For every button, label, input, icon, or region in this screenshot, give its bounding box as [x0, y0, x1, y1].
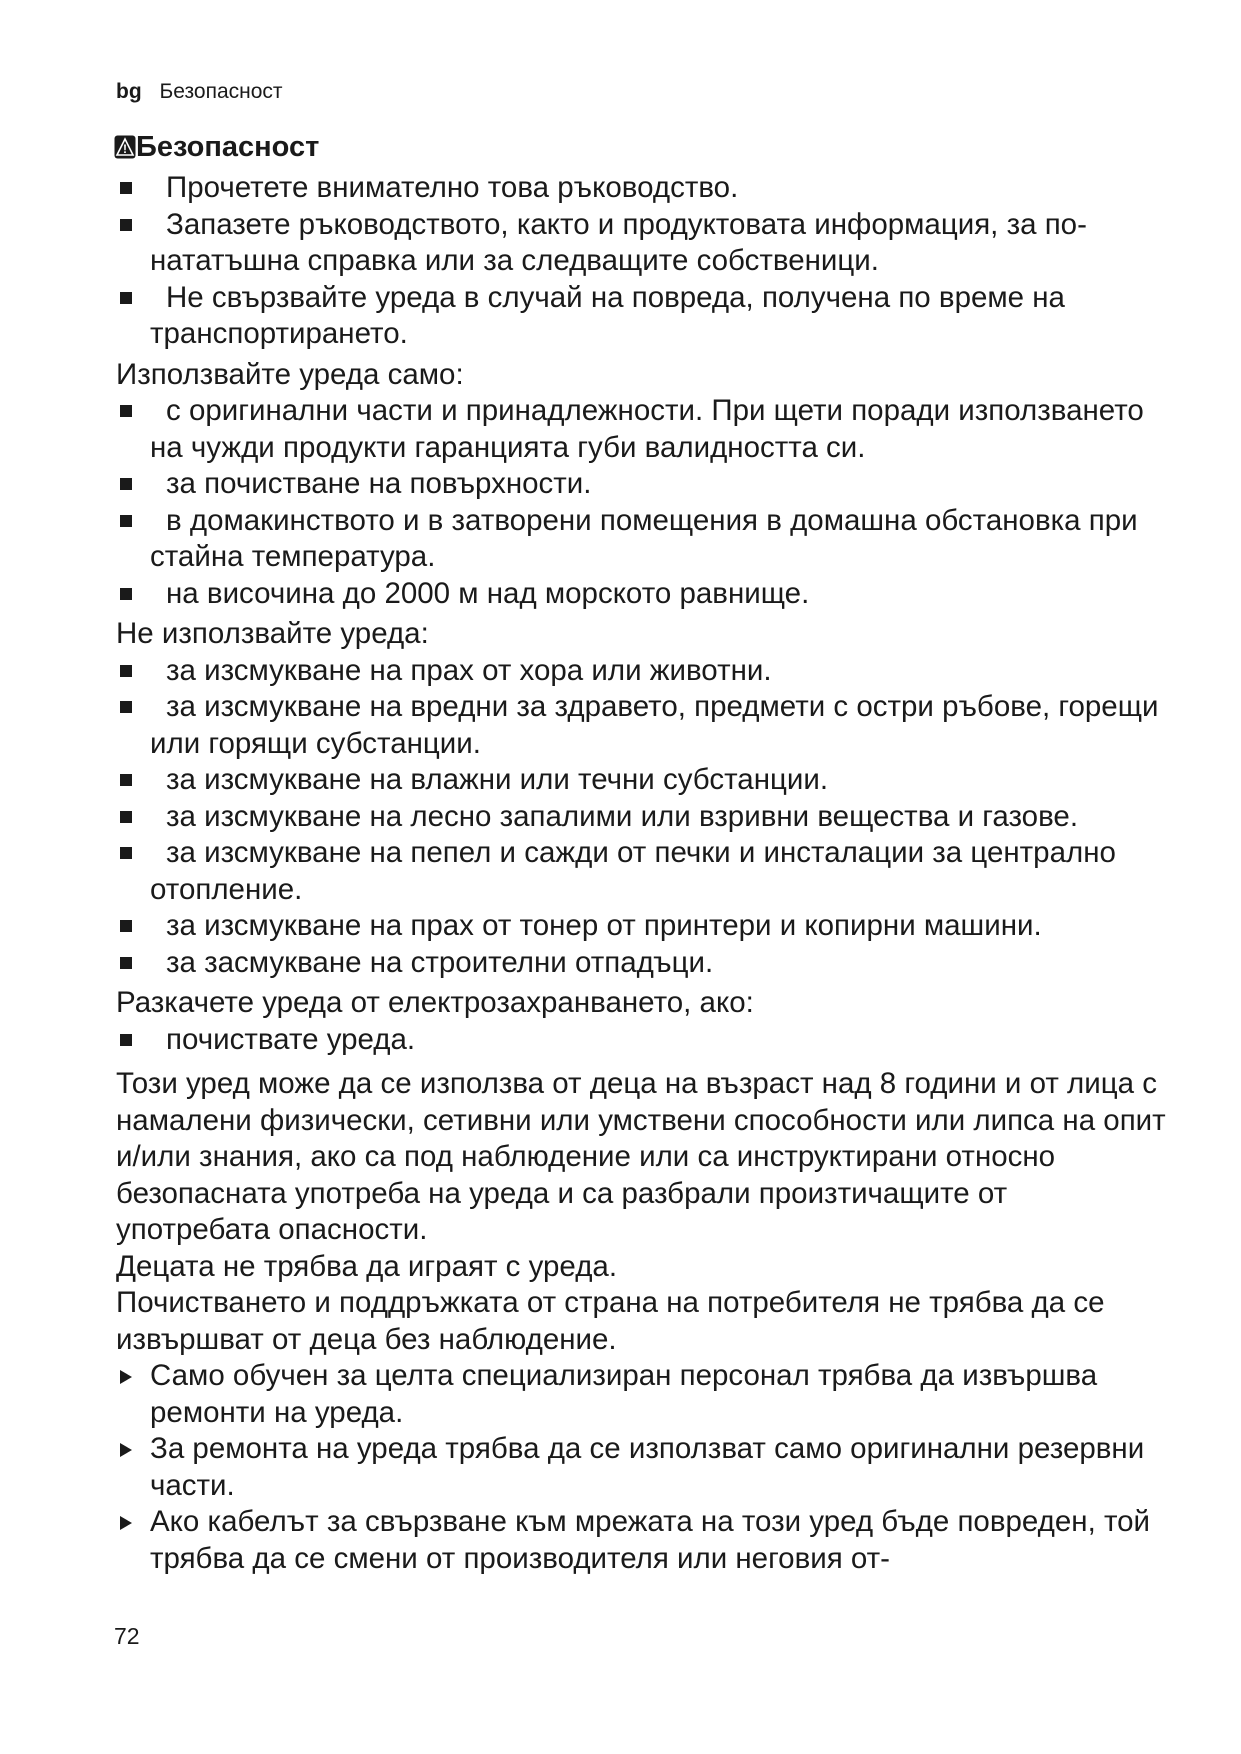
- cleaning-text: Почистването и поддръжката от страна на потребителя не трябва да се извършват от деца без наблюдение.: [116, 1286, 1105, 1356]
- list-item: в домакинството и в затворени помещения в домашна обстановка при стайна температура.: [116, 503, 1166, 576]
- children-paragraph: Този уред може да се използва от деца на възраст над 8 години и от лица с намалени физически, сетивни или умствени способности или липса на опит и/или знания, ако са под наблюдение или са инструктирани относно безопасната употреба на уреда и са разбрали произтичащите от употребата опасности.: [116, 1067, 1166, 1246]
- list-item: с оригинални части и принадлежности. При щети поради използването на чужди продукти гаранцията губи валидността си.: [116, 393, 1166, 466]
- list-item: Ако кабелът за свързване към мрежата на този уред бъде повреден, той трябва да се смени от производителя или неговия от-: [116, 1504, 1166, 1577]
- use-only-list: [116, 393, 1166, 612]
- do-not-use-list: [116, 653, 1166, 982]
- warning-icon: [114, 135, 136, 159]
- list-item: почиствате уреда.: [116, 1022, 1166, 1059]
- list-item: за изсмукване на лесно запалими или взривни вещества и газове.: [116, 799, 1166, 836]
- svg-text:!: !: [123, 142, 127, 156]
- list-item: за почистване на повърхности.: [116, 466, 1166, 503]
- list-item: Само обучен за целта специализиран персонал трябва да извършва ремонти на уреда.: [116, 1358, 1166, 1431]
- list-item: за засмукване на строителни отпадъци.: [116, 945, 1166, 982]
- list-item: за изсмукване на прах от тонер от принтери и копирни машини.: [116, 908, 1166, 945]
- list-item: за изсмукване на пепел и сажди от печки и инсталации за централно отопление.: [116, 835, 1166, 908]
- language-code: bg: [116, 80, 142, 103]
- safety-content: [116, 170, 1166, 1577]
- list-item: Не свързвайте уреда в случай на повреда, получена по време на транспортирането.: [116, 280, 1166, 353]
- unplug-list: [116, 1022, 1166, 1059]
- use-only-heading: Използвайте уреда само:: [116, 357, 464, 391]
- page-number: 72: [114, 1623, 140, 1649]
- unplug-heading: Разкачете уреда от електрозахранването, ако:: [116, 986, 754, 1019]
- header-section: Безопасност: [159, 80, 283, 103]
- list-item: Прочетете внимателно това ръководство.: [116, 170, 1166, 207]
- general-list: [116, 170, 1166, 353]
- list-item: Запазете ръководството, както и продуктовата информация, за по-нататъшна справка или за следващите собственици.: [116, 207, 1166, 280]
- list-item: за изсмукване на влажни или течни субстанции.: [116, 762, 1166, 799]
- children-play-text: Децата не трябва да играят с уреда.: [116, 1249, 618, 1283]
- page-header: [116, 79, 283, 105]
- section-title: [114, 129, 319, 165]
- do-not-use-heading: Не използвайте уреда:: [116, 617, 429, 650]
- repair-list: [116, 1358, 1166, 1577]
- list-item: на височина до 2000 м над морското равнище.: [116, 576, 1166, 613]
- list-item: за изсмукване на вредни за здравето, предмети с остри ръбове, горещи или горящи субстанции.: [116, 689, 1166, 762]
- list-item: за изсмукване на прах от хора или животни.: [116, 653, 1166, 690]
- section-title-text: Безопасност: [136, 131, 320, 163]
- list-item: За ремонта на уреда трябва да се използват само оригинални резервни части.: [116, 1431, 1166, 1504]
